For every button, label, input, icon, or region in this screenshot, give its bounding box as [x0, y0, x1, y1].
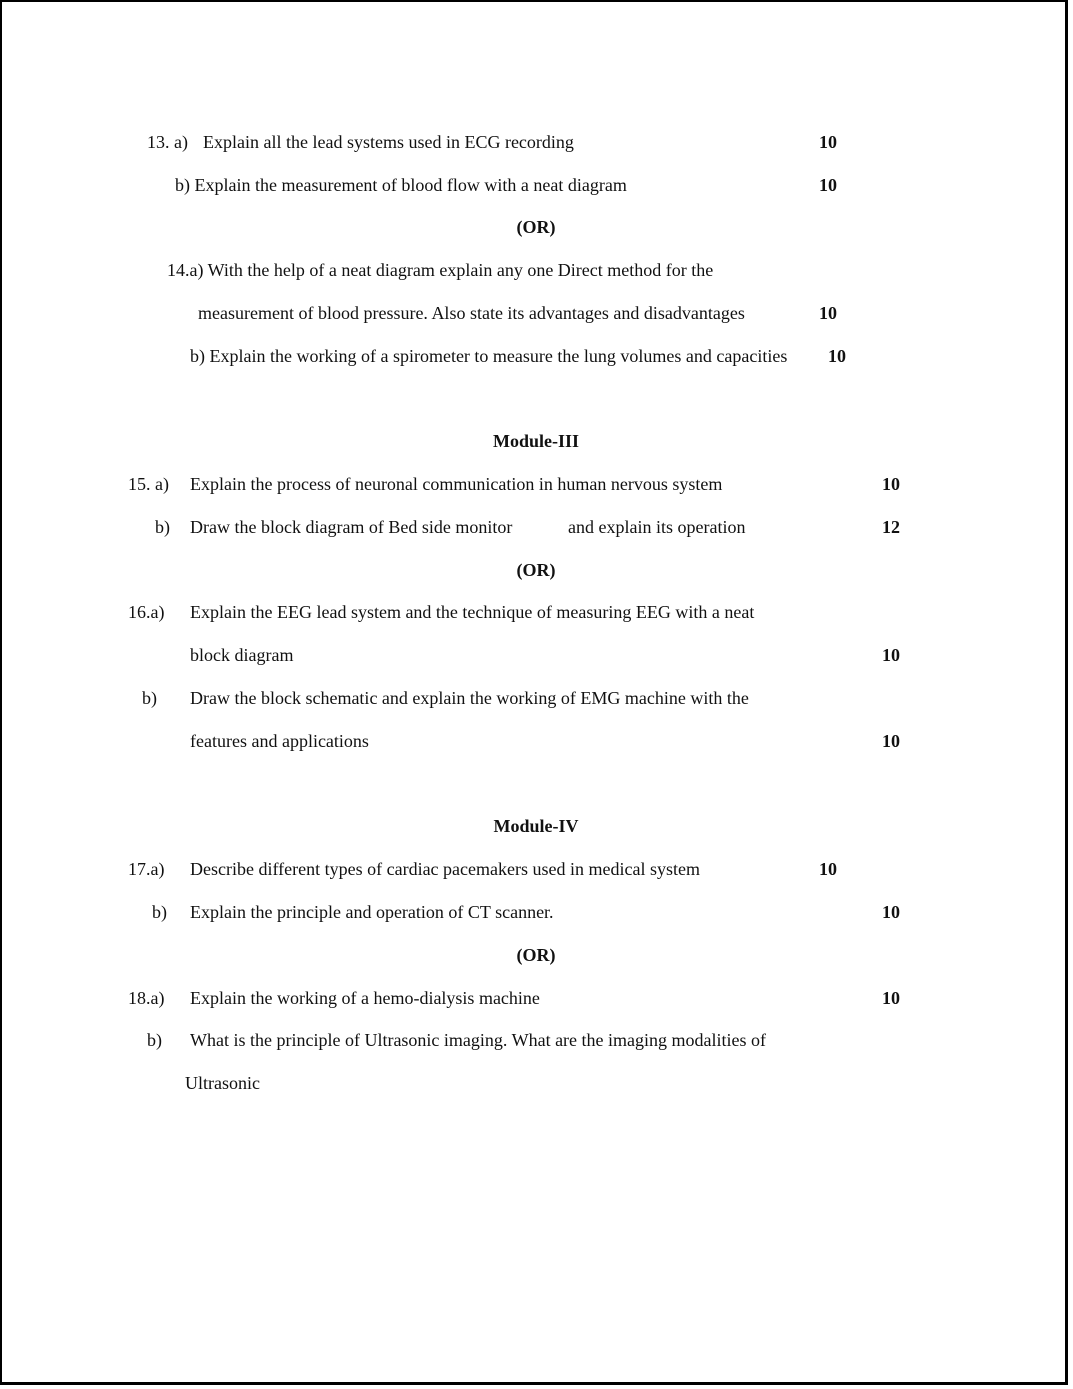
q17-number: 17.a) — [128, 859, 165, 879]
q14a-line2: measurement of blood pressure. Also state its advantages and disadvantages — [198, 303, 745, 323]
q16b-marks: 10 — [882, 731, 900, 751]
q16a-line2: block diagram — [190, 645, 294, 665]
q14a-line1: 14.a) With the help of a neat diagram explain any one Direct method for the — [167, 260, 714, 280]
module-iv-heading: Module-IV — [493, 816, 579, 836]
q18-number: 18.a) — [128, 988, 165, 1008]
q17b-label: b) — [152, 902, 167, 922]
q18a-marks: 10 — [882, 988, 900, 1008]
q16-number: 16.a) — [128, 602, 165, 622]
module-iii-heading: Module-III — [492, 431, 579, 451]
q15-number: 15. a) — [128, 474, 169, 494]
or-divider-3: (OR) — [516, 945, 556, 965]
q17a-marks: 10 — [819, 859, 837, 879]
q16b-line2: features and applications — [190, 731, 369, 751]
q15b-marks: 12 — [882, 517, 900, 537]
q18b-label: b) — [147, 1030, 162, 1050]
q15a-text: Explain the process of neuronal communication in human nervous system — [190, 474, 723, 494]
q14a-marks: 10 — [819, 303, 837, 323]
q17a-text: Describe different types of cardiac pacemakers used in medical system — [190, 859, 700, 879]
q18b-line2: Ultrasonic — [185, 1073, 260, 1093]
q14b-text: b) Explain the working of a spirometer to measure the lung volumes and capacities — [190, 346, 788, 366]
q17b-text: Explain the principle and operation of CT scanner. — [190, 902, 554, 922]
q18a-text: Explain the working of a hemo-dialysis machine — [190, 988, 540, 1008]
q15b-label: b) — [155, 517, 170, 537]
q13-number: 13. a) — [147, 132, 188, 152]
q13a-text: Explain all the lead systems used in ECG recording — [203, 132, 574, 152]
q16a-line1: Explain the EEG lead system and the technique of measuring EEG with a neat — [190, 602, 755, 622]
q15b-text-part1: Draw the block diagram of Bed side monitor — [190, 517, 513, 537]
q15a-marks: 10 — [882, 474, 900, 494]
q16b-label: b) — [142, 688, 157, 708]
q13b-marks: 10 — [819, 175, 837, 195]
q13a-marks: 10 — [819, 132, 837, 152]
q17b-marks: 10 — [882, 902, 900, 922]
or-divider-2: (OR) — [516, 560, 556, 580]
q15b-text-part2: and explain its operation — [568, 517, 746, 537]
or-divider-1: (OR) — [516, 217, 556, 237]
q16b-line1: Draw the block schematic and explain the working of EMG machine with the — [190, 688, 749, 708]
q14b-marks: 10 — [828, 346, 846, 366]
q16a-marks: 10 — [882, 645, 900, 665]
q13b-text: b) Explain the measurement of blood flow with a neat diagram — [175, 175, 627, 195]
q18b-line1: What is the principle of Ultrasonic imaging. What are the imaging modalities of — [190, 1030, 767, 1050]
